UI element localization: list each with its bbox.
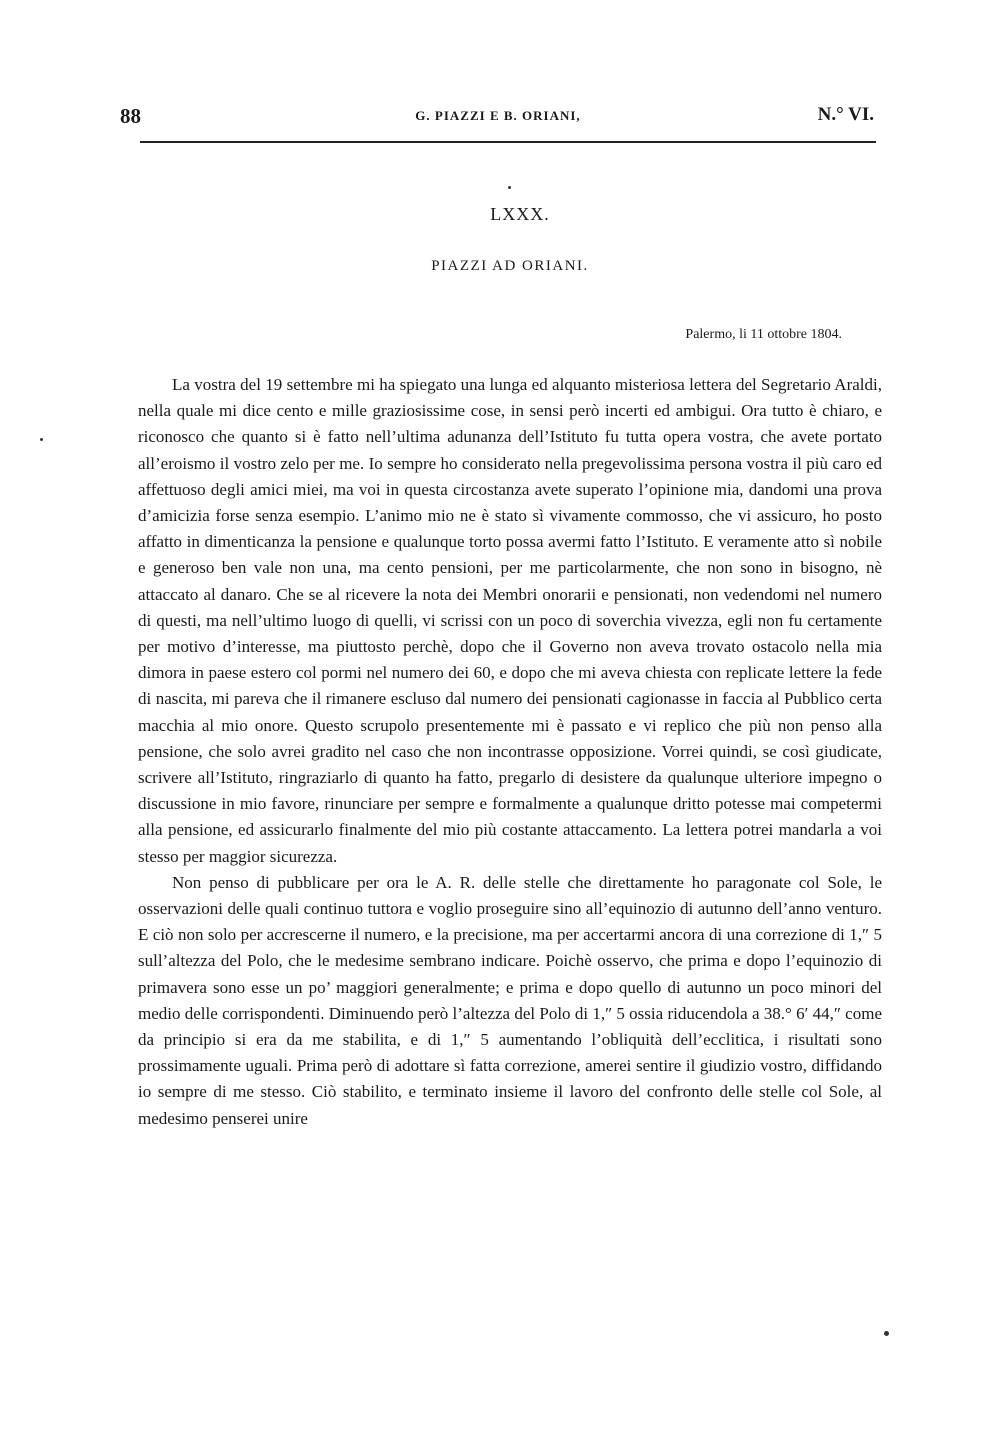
ink-speck [508, 186, 511, 189]
letter-number: LXXX. [490, 204, 550, 224]
page-number: 88 [120, 104, 141, 128]
paragraph: La vostra del 19 settembre mi ha spiegato una lunga ed alquanto misteriosa lettera del Segretario Araldi, nella quale mi dice cento e mille graziosissime cose, in sensi però incerti ed ambigui. Ora tutto è chiaro, e riconosco che quanto si è fatto nell’ultima adunanza dell’Istituto fu tutta opera vostra, che avete portato all’eroismo il vostro zelo per me. Io sempre ho considerato nella pregevolissima persona vostra il più caro ed affettuoso degli amici miei, ma voi in questa circostanza avete superato l’opinione mia, dandomi una prova d’amicizia forse senza esempio. L’animo mio ne è stato sì vivamente commosso, che vi assicuro, ho posto affatto in dimenticanza la pensione e qualunque torto possa avermi fatto l’Istituto. E veramente atto sì nobile e generoso ben vale non una, ma cento pensioni, per me particolarmente, che non sono in bisogno, nè attaccato al danaro. Che se al ricevere la nota dei Membri onorarii e pensionati, non vedendomi nel numero di questi, ma nell’ultimo luogo di quelli, vi scrissi con un poco di soverchia vivezza, egli non fu certamente per motivo d’interesse, ma piuttosto perchè, dopo che il Governo non aveva trovato ostacolo nella mia dimora in paese estero col pormi nel numero dei 60, e dopo che mi aveva chiesta con replicate lettere la fede di nascita, mi pareva che il rimanere escluso dal numero dei pensionati cagionasse in faccia al Pubblico certa macchia al mio onore. Questo scrupolo presentemente mi è passato e vi replico che più non penso alla pensione, che solo avrei gradito nel caso che non incontrasse opposizione. Vorrei quindi, se così giudicate, scrivere all’Istituto, ringraziarlo di quanto ha fatto, pregarlo di desistere da qualunque ulteriore impegno o discussione in mio favore, rinunciare per sempre e formalmente a qualunque dritto potesse mai competermi alla pensione, ed assicurarlo finalmente del mio più costante attaccamento. La lettera potrei mandarla a voi stesso per maggior sicurezza. [138, 375, 882, 866]
header-rule [140, 141, 876, 143]
header-section-number: N.° VI. [817, 104, 874, 125]
place-date: Palermo, li 11 ottobre 1804. [685, 327, 842, 342]
letter-heading: PIAZZI AD ORIANI. [431, 258, 589, 274]
ink-speck [884, 1331, 889, 1336]
header-title: G. PIAZZI E B. ORIANI, [415, 108, 581, 123]
running-header [118, 100, 878, 134]
letter-body [138, 372, 882, 1132]
ink-speck [40, 438, 43, 441]
paragraph: Non penso di pubblicare per ora le A. R. delle stelle che direttamente ho paragonate col Sole, le osservazioni delle quali continuo tuttora e voglio proseguire sino all’equinozio di autunno dell’anno venturo. E ciò non solo per accrescerne il numero, e la precisione, ma per accertarmi ancora di una correzione di 1,″ 5 sull’altezza del Polo, che le medesime sembrano indicare. Poichè osservo, che prima e dopo l’equinozio di primavera sono esse un po’ maggiori generalmente; e prima e dopo quello di autunno un poco minori del medio delle corrispondenti. Diminuendo però l’altezza del Polo di 1,″ 5 ossia riducendola a 38.° 6′ 44,″ come da principio si era da me stabilita, e di 1,″ 5 aumentando l’obliquità dell’ecclitica, i risultati sono prossimamente uguali. Prima però di adottare sì fatta correzione, amerei sentire il giudizio vostro, diffidando io sempre di me stesso. Ciò stabilito, e terminato insieme il lavoro del confronto delle stelle col Sole, al medesimo penserei unire [138, 872, 882, 1128]
